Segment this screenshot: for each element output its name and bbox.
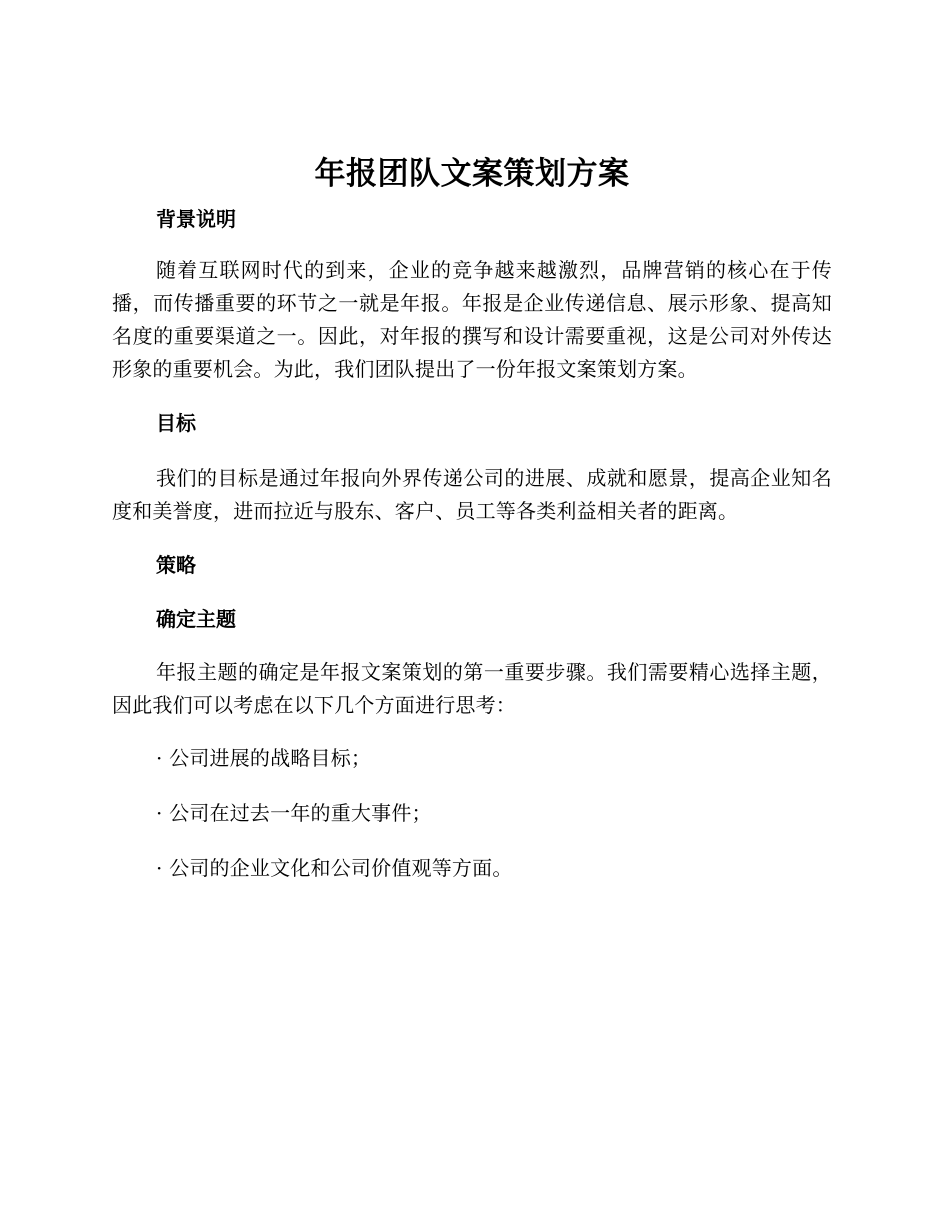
document-title: 年报团队文案策划方案 [314,156,630,192]
bullet-item: · 公司在过去一年的重大事件； [156,801,432,825]
paragraph-theme: 年报主题的确定是年报文案策划的第一重要步骤。我们需要精心选择主题，因此我们可以考虑在以下几个方面进行思考： [112,660,832,717]
paragraph-goal: 我们的目标是通过年报向外界传递公司的进展、成就和愿景，提高企业知名度和美誉度，进而拉近与股东、客户、员工等各类利益相关者的距离。 [112,466,832,523]
document-body [112,148,832,885]
subsection-heading-theme: 确定主题 [156,607,236,631]
bullet-item: · 公司进展的战略目标； [156,746,372,770]
section-heading-strategy: 策略 [156,553,196,577]
section-heading-goal: 目标 [156,411,196,435]
bullet-item: · 公司的企业文化和公司价值观等方面。 [156,856,513,880]
paragraph-background: 随着互联网时代的到来，企业的竞争越来越激烈，品牌营销的核心在于传播，而传播重要的环节之一就是年报。年报是企业传递信息、展示形象、提高知名度的重要渠道之一。因此，对年报的撰写和设计需要重视，这是公司对外传达形象的重要机会。为此，我们团队提出了一份年报文案策划方案。 [112,258,832,381]
section-heading-background: 背景说明 [156,207,236,231]
